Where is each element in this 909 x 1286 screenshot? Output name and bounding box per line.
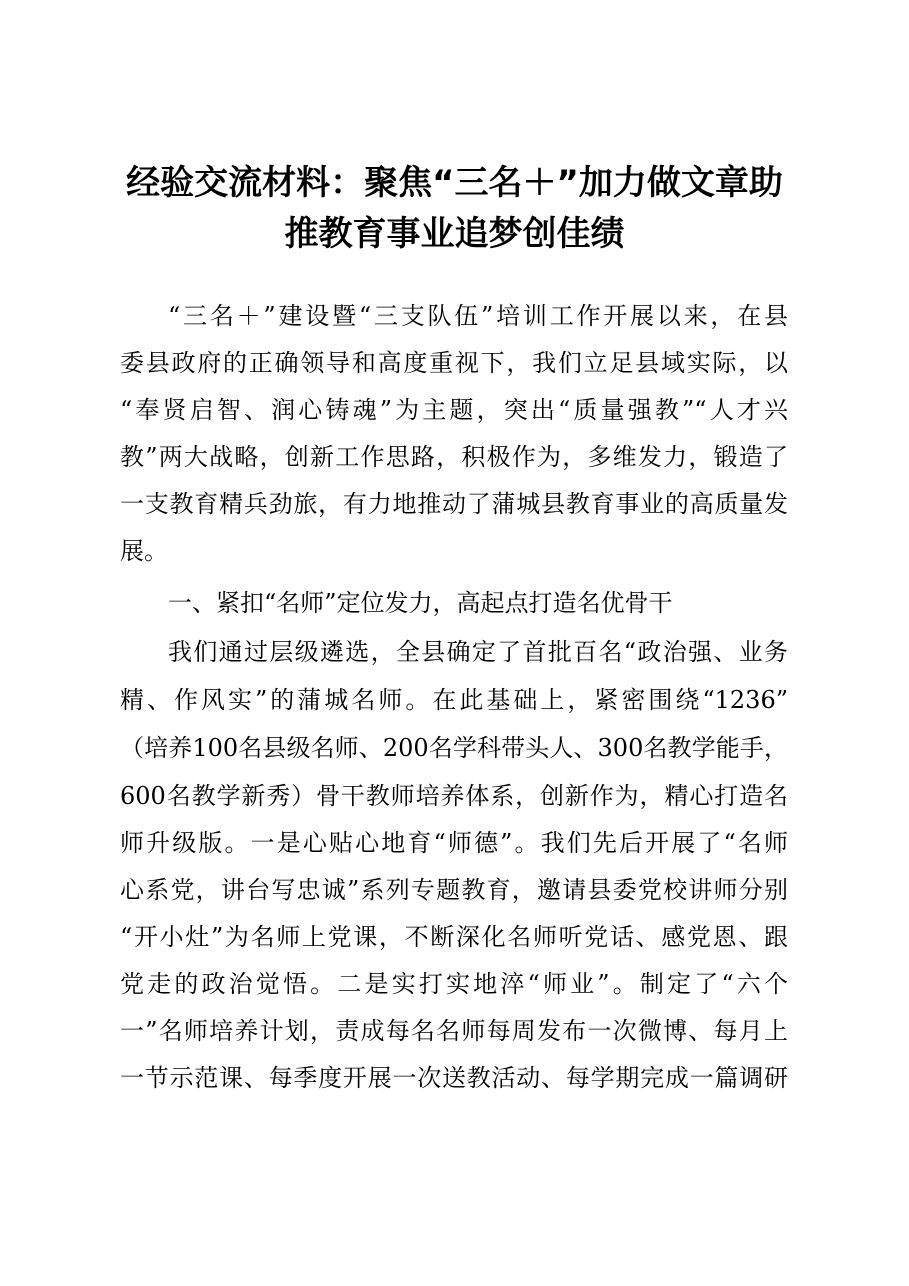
paragraph-1-line-4: 教”两大战略，创新工作思路，积极作为，多维发力，锻造了 (120, 443, 788, 471)
paragraph-2-line-4: 600名教学新秀）骨干教师培养体系，创新作为，精心打造名 (120, 782, 788, 810)
paragraph-2-line-6: 心系党，讲台写忠诚”系列专题教育，邀请县委党校讲师分别 (120, 876, 788, 904)
paragraph-1-line-3: “奉贤启智、润心铸魂”为主题，突出“质量强教”“人才兴 (120, 396, 788, 424)
paragraph-2-line-7: “开小灶”为名师上党课，不断深化名师听党话、感党恩、跟 (120, 923, 788, 951)
paragraph-2-line-10: 一节示范课、每季度开展一次送教活动、每学期完成一篇调研 (120, 1064, 788, 1092)
paragraph-2-line-8: 党走的政治觉悟。二是实打实地淬“师业”。制定了“六个 (120, 970, 788, 998)
document-title-line-2: 推教育事业追梦创佳绩 (284, 214, 625, 254)
section-heading: 一、紧扣“名师”定位发力，高起点打造名优骨干 (168, 589, 673, 617)
paragraph-2-line-9: 一”名师培养计划，责成每名名师每周发布一次微博、每月上 (120, 1017, 788, 1045)
paragraph-2-line-1: 我们通过层级遴选，全县确定了首批百名“政治强、业务 (168, 638, 788, 666)
paragraph-1-line-1: “三名＋”建设暨“三支队伍”培训工作开展以来，在县 (168, 302, 788, 330)
paragraph-1-line-5: 一支教育精兵劲旅，有力地推动了蒲城县教育事业的高质量发 (120, 490, 788, 518)
paragraph-1-line-6: 展。 (120, 537, 168, 565)
paragraph-2-line-3: （培养100名县级名师、200名学科带头人、300名教学能手， (120, 734, 788, 762)
paragraph-2-line-5: 师升级版。一是心贴心地育“师德”。我们先后开展了“名师 (120, 829, 788, 857)
document-title-line-1: 经验交流材料：聚焦“三名＋”加力做文章助 (126, 163, 783, 203)
paragraph-2-line-2: 精、作风实”的蒲城名师。在此基础上，紧密围绕“1236” (120, 686, 788, 714)
paragraph-1-line-2: 委县政府的正确领导和高度重视下，我们立足县域实际，以 (120, 349, 788, 377)
